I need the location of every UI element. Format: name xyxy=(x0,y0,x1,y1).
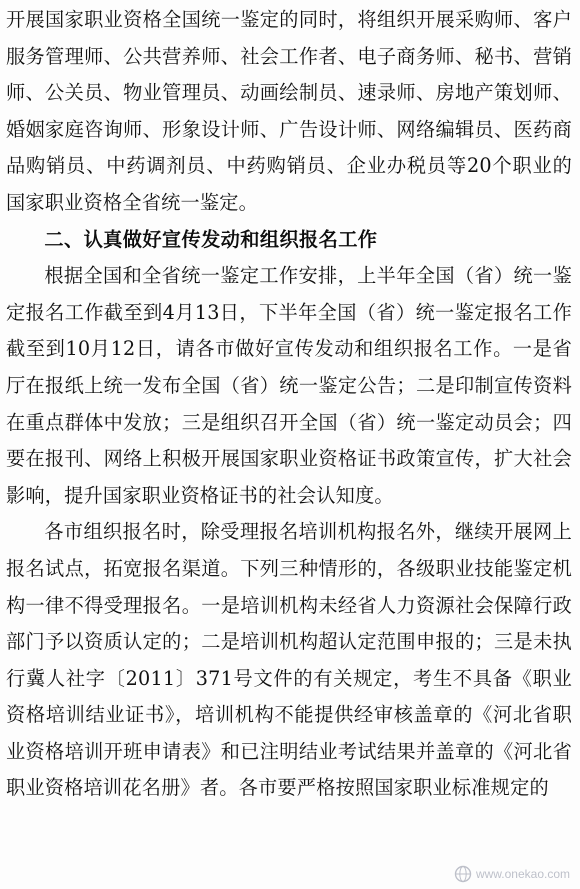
watermark xyxy=(454,865,570,883)
document-body xyxy=(6,2,572,807)
watermark-text: www.onekao.com xyxy=(475,867,570,881)
paragraph-intro: 开展国家职业资格全国统一鉴定的同时，将组织开展采购师、客户服务管理师、公共营养师、社会工作者、电子商务师、秘书、营销师、公关员、物业管理员、动画绘制员、速录师、房地产策划师、婚姻家庭咨询师、形象设计师、广告设计师、网络编辑员、医药商品购销员、中药调剂员、中药购销员、企业办税员等20个职业的国家职业资格全省统一鉴定。 xyxy=(6,8,572,214)
section-heading: 二、认真做好宣传发动和组织报名工作 xyxy=(44,227,378,251)
paragraph-registration-schedule: 根据全国和全省统一鉴定工作安排，上半年全国（省）统一鉴定报名工作截至到4月13日，下半年全国（省）统一鉴定报名工作截至到10月12日，请各市做好宣传发动和组织报名工作。一是省厅在报纸上统一发布全国（省）统一鉴定公告；二是印制宣传资料在重点群体中发放；三是组织召开全国（省）统一鉴定动员会；四要在报刊、网络上积极开展国家职业资格证书政策宣传，扩大社会影响，提升国家职业资格证书的社会认知度。 xyxy=(6,264,572,507)
paragraph-registration-rules: 各市组织报名时，除受理报名培训机构报名外，继续开展网上报名试点，拓宽报名渠道。下列三种情形的，各级职业技能鉴定机构一律不得受理报名。一是培训机构未经省人力资源社会保障行政部门予以资质认定的；二是培训机构超认定范围申报的；三是未执行冀人社字〔2011〕371号文件的有关规定，考生不具备《职业资格培训结业证书》，培训机构不能提供经审核盖章的《河北省职业资格培训开班申请表》和已注明结业考试结果并盖章的《河北省职业资格培训花名册》者。各市要严格按照国家职业标准规定的 xyxy=(6,520,572,800)
globe-logo-icon xyxy=(454,865,472,883)
